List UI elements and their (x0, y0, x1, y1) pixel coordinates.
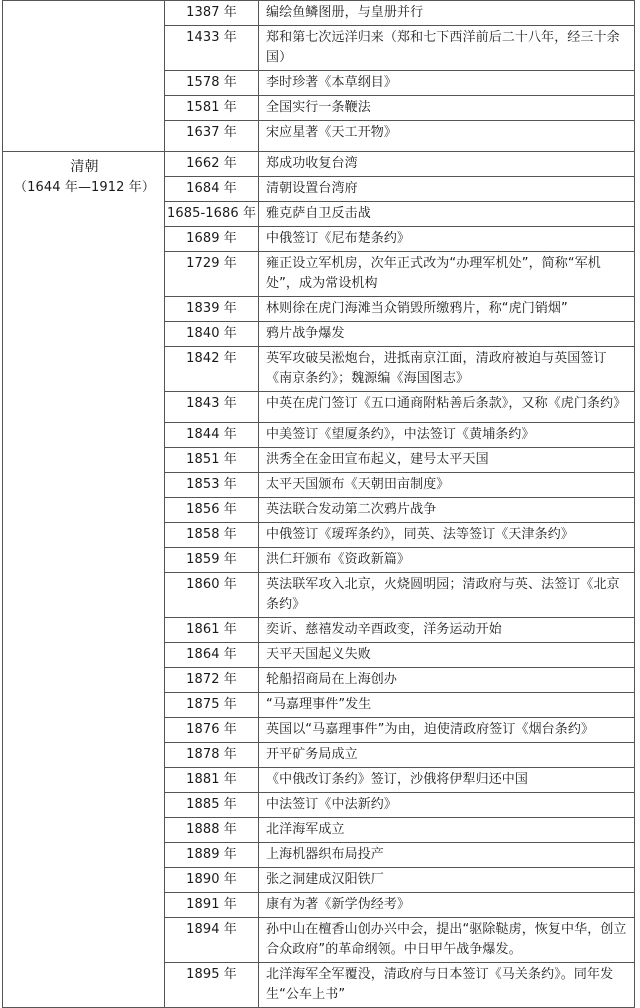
year-cell: 1433 年 (165, 26, 259, 71)
table-row (3, 1, 635, 26)
event-cell: 英法联军攻入北京，火烧圆明园；清政府与英、法签订《北京条约》 (259, 573, 635, 618)
event-cell: 郑成功收复台湾 (259, 152, 635, 177)
year-cell: 1885 年 (165, 793, 259, 818)
era-cell-qing (3, 152, 165, 1008)
year-cell: 1894 年 (165, 918, 259, 963)
table-row (3, 152, 635, 177)
era-name: 清朝 (70, 159, 99, 175)
event-cell: 奕䜣、慈禧发动辛酉政变，洋务运动开始 (259, 618, 635, 643)
year-cell: 1662 年 (165, 152, 259, 177)
event-cell: 张之洞建成汉阳铁厂 (259, 868, 635, 893)
year-cell: 1881 年 (165, 768, 259, 793)
year-cell: 1581 年 (165, 96, 259, 121)
year-cell: 1888 年 (165, 818, 259, 843)
event-cell: 洪仁玕颁布《资政新篇》 (259, 548, 635, 573)
event-cell: 雅克萨自卫反击战 (259, 202, 635, 227)
year-cell: 1685-1686 年 (165, 202, 259, 227)
era-range: （1644 年—1912 年） (14, 180, 155, 195)
event-cell: 林则徐在虎门海滩当众销毁所缴鸦片，称“虎门销烟” (259, 297, 635, 322)
event-cell: 天平天国起义失败 (259, 643, 635, 668)
event-cell: 孙中山在檀香山创办兴中会，提出“驱除鞑虏，恢复中华，创立合众政府”的革命纲领。中日甲午战争爆发。 (259, 918, 635, 963)
event-cell: 《中俄改订条约》签订，沙俄将伊犁归还中国 (259, 768, 635, 793)
year-cell: 1840 年 (165, 322, 259, 347)
year-cell: 1878 年 (165, 743, 259, 768)
history-timeline-table (2, 0, 635, 1008)
year-cell: 1895 年 (165, 963, 259, 1008)
year-cell: 1684 年 (165, 177, 259, 202)
year-cell: 1890 年 (165, 868, 259, 893)
year-cell: 1729 年 (165, 252, 259, 297)
event-cell: 太平天国颁布《天朝田亩制度》 (259, 473, 635, 498)
year-cell: 1842 年 (165, 347, 259, 392)
year-cell: 1578 年 (165, 71, 259, 96)
year-cell: 1689 年 (165, 227, 259, 252)
year-cell: 1851 年 (165, 448, 259, 473)
event-cell: 洪秀全在金田宣布起义，建号太平天国 (259, 448, 635, 473)
year-cell: 1859 年 (165, 548, 259, 573)
year-cell: 1387 年 (165, 1, 259, 26)
event-cell: 英国以“马嘉理事件”为由，迫使清政府签订《烟台条约》 (259, 718, 635, 743)
event-cell: 北洋海军成立 (259, 818, 635, 843)
year-cell: 1864 年 (165, 643, 259, 668)
year-cell: 1889 年 (165, 843, 259, 868)
event-cell: 郑和第七次远洋归来（郑和七下西洋前后二十八年，经三十余国） (259, 26, 635, 71)
year-cell: 1861 年 (165, 618, 259, 643)
event-cell: “马嘉理事件”发生 (259, 693, 635, 718)
year-cell: 1637 年 (165, 121, 259, 152)
event-cell: 鸦片战争爆发 (259, 322, 635, 347)
year-cell: 1844 年 (165, 423, 259, 448)
era-cell-ming (3, 1, 165, 152)
year-cell: 1858 年 (165, 523, 259, 548)
year-cell: 1843 年 (165, 392, 259, 423)
event-cell: 中美签订《望厦条约》，中法签订《黄埔条约》 (259, 423, 635, 448)
event-cell: 宋应星著《天工开物》 (259, 121, 635, 152)
year-cell: 1853 年 (165, 473, 259, 498)
year-cell: 1872 年 (165, 668, 259, 693)
year-cell: 1860 年 (165, 573, 259, 618)
event-cell: 开平矿务局成立 (259, 743, 635, 768)
year-cell: 1875 年 (165, 693, 259, 718)
event-cell: 北洋海军全军覆没，清政府与日本签订《马关条约》。同年发生“公车上书” (259, 963, 635, 1008)
event-cell: 李时珍著《本草纲目》 (259, 71, 635, 96)
event-cell: 康有为著《新学伪经考》 (259, 893, 635, 918)
event-cell: 全国实行一条鞭法 (259, 96, 635, 121)
event-cell: 雍正设立军机房，次年正式改为“办理军机处”，简称“军机处”，成为常设机构 (259, 252, 635, 297)
event-cell: 编绘鱼鳞图册，与皇册并行 (259, 1, 635, 26)
event-cell: 上海机器织布局投产 (259, 843, 635, 868)
year-cell: 1891 年 (165, 893, 259, 918)
event-cell: 中俄签订《瑷珲条约》，同英、法等签订《天津条约》 (259, 523, 635, 548)
event-cell: 轮船招商局在上海创办 (259, 668, 635, 693)
event-cell: 清朝设置台湾府 (259, 177, 635, 202)
event-cell: 英法联合发动第二次鸦片战争 (259, 498, 635, 523)
event-cell: 中俄签订《尼布楚条约》 (259, 227, 635, 252)
year-cell: 1876 年 (165, 718, 259, 743)
event-cell: 英军攻破吴淞炮台，进抵南京江面，清政府被迫与英国签订《南京条约》；魏源编《海国图志》 (259, 347, 635, 392)
event-cell: 中英在虎门签订《五口通商附粘善后条款》，又称《虎门条约》 (259, 392, 635, 423)
year-cell: 1839 年 (165, 297, 259, 322)
year-cell: 1856 年 (165, 498, 259, 523)
event-cell: 中法签订《中法新约》 (259, 793, 635, 818)
